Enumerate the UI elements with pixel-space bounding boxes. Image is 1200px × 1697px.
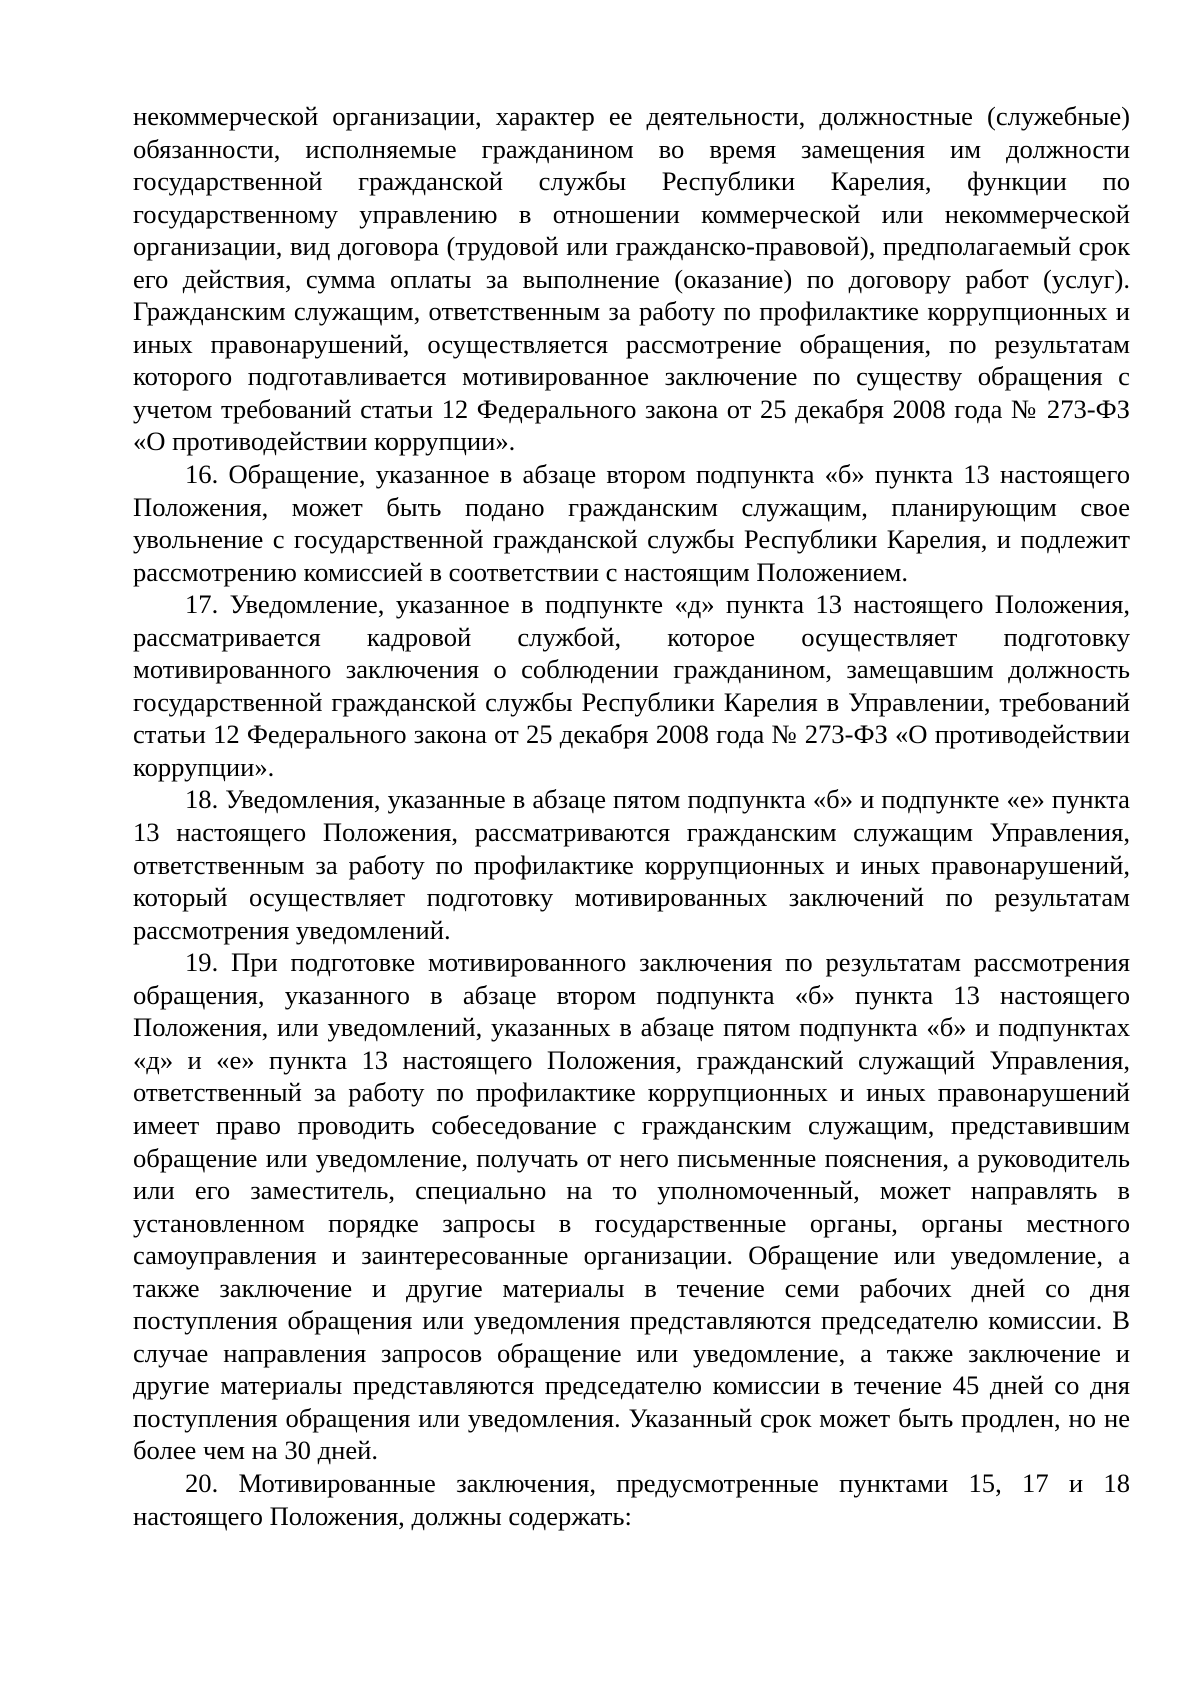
paragraph-20: 20. Мотивированные заключения, предусмотренные пунктами 15, 17 и 18 настоящего Положения, должны содержать: xyxy=(133,1467,1130,1531)
paragraph-19: 19. При подготовке мотивированного заключения по результатам рассмотрения обращения, указанного в абзаце втором подпункта «б» пункта 13 настоящего Положения, или уведомлений, указанных в абзаце пятом подпункта «б» и подпунктах «д» и «е» пункта 13 настоящего Положения, гражданский служащий Управления, ответственный за работу по профилактике коррупционных и иных правонарушений имеет право проводить собеседование с гражданским служащим, представившим обращение или уведомление, получать от него письменные пояснения, а руководитель или его заместитель, специально на то уполномоченный, может направлять в установленном порядке запросы в государственные органы, органы местного самоуправления и заинтересованные организации. Обращение или уведомление, а также заключение и другие материалы в течение семи рабочих дней со дня поступления обращения или уведомления представляются председателю комиссии. В случае направления запросов обращение или уведомление, а также заключение и другие материалы представляются председателю комиссии в течение 45 дней со дня поступления обращения или уведомления. Указанный срок может быть продлен, но не более чем на 30 дней. xyxy=(133,947,1130,1466)
paragraph-16: 16. Обращение, указанное в абзаце втором подпункта «б» пункта 13 настоящего Положения, может быть подано гражданским служащим, планирующим свое увольнение с государственной гражданской службы Республики Карелия, и подлежит рассмотрению комиссией в соответствии с настоящим Положением. xyxy=(133,459,1130,587)
document-body xyxy=(133,100,1130,1532)
paragraph-17: 17. Уведомление, указанное в подпункте «д» пункта 13 настоящего Положения, рассматривается кадровой службой, которое осуществляет подготовку мотивированного заключения о соблюдении гражданином, замещавшим должность государственной гражданской службы Республики Карелия в Управлении, требований статьи 12 Федерального закона от 25 декабря 2008 года № 273-ФЗ «О противодействии коррупции». xyxy=(133,589,1130,782)
paragraph-18: 18. Уведомления, указанные в абзаце пятом подпункта «б» и подпункте «е» пункта 13 настоящего Положения, рассматриваются гражданским служащим Управления, ответственным за работу по профилактике коррупционных и иных правонарушений, который осуществляет подготовку мотивированных заключений по результатам рассмотрения уведомлений. xyxy=(133,784,1130,945)
paragraph-15-continuation: некоммерческой организации, характер ее деятельности, должностные (служебные) обязанности, исполняемые гражданином во время замещения им должности государственной гражданской службы Республики Карелия, функции по государственному управлению в отношении коммерческой или некоммерческой организации, вид договора (трудовой или гражданско-правовой), предполагаемый срок его действия, сумма оплаты за выполнение (оказание) по договору работ (услуг). Гражданским служащим, ответственным за работу по профилактике коррупционных и иных правонарушений, осуществляется рассмотрение обращения, по результатам которого подготавливается мотивированное заключение по существу обращения с учетом требований статьи 12 Федерального закона от 25 декабря 2008 года № 273-ФЗ «О противодействии коррупции». xyxy=(133,101,1130,457)
